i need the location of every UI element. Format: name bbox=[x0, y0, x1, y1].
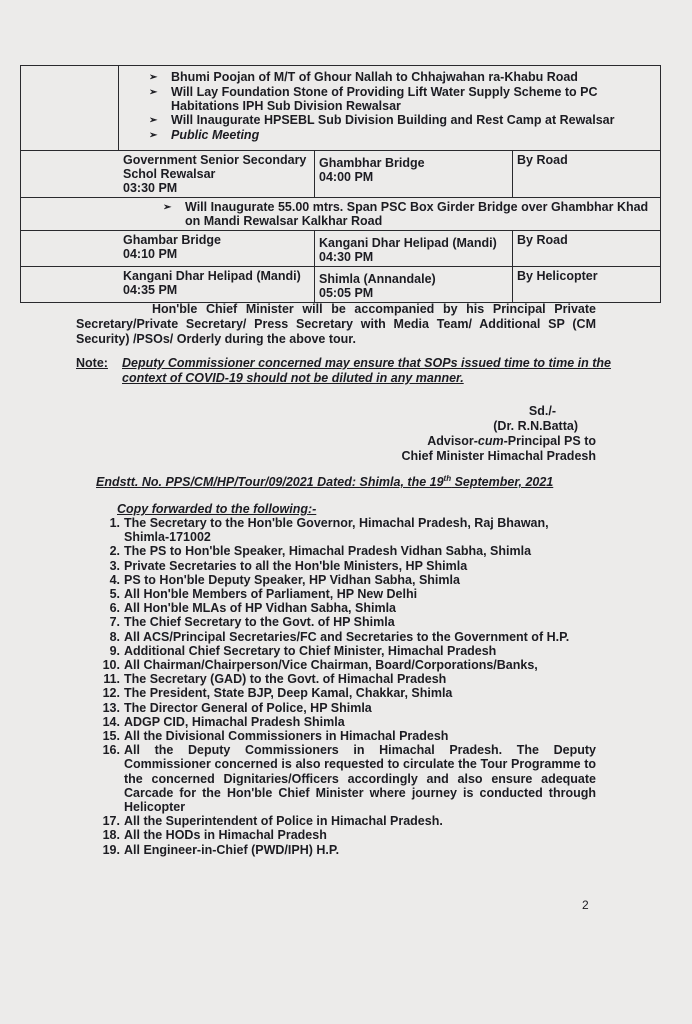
list-item: 18. All the HODs in Himachal Pradesh bbox=[102, 828, 327, 843]
bullet-arrow-icon: ➢ bbox=[149, 87, 158, 98]
list-item: 2. The PS to Hon'ble Speaker, Himachal Pradesh Vidhan Sabha, Shimla bbox=[109, 544, 532, 559]
row2-from: Ghambar Bridge 04:10 PM bbox=[21, 231, 315, 267]
signatory-name: (Dr. R.N.Batta) bbox=[493, 419, 578, 433]
row1-mode: By Road bbox=[513, 151, 661, 198]
tour-programme-table bbox=[20, 65, 661, 303]
list-item: 10. All Chairman/Chairperson/Vice Chairman, Board/Corporations/Banks, bbox=[102, 658, 538, 673]
copy-heading: Copy forwarded to the following:- bbox=[117, 502, 317, 516]
signature-block bbox=[401, 404, 596, 464]
copy-forward-list bbox=[96, 516, 596, 857]
accompany-paragraph: Hon'ble Chief Minister will be accompanied by his Principal Private Secretary/Private Secretary/ Press Secretary with Media Team/ Additional SP (CM Security) /PSOs/ Orderly during the above tour. bbox=[76, 302, 596, 346]
row2-mode: By Road bbox=[513, 231, 661, 267]
list-item: 17. All the Superintendent of Police in Himachal Pradesh. bbox=[102, 814, 443, 829]
signatory-designation: Advisor-cum-Principal PS to bbox=[427, 434, 596, 448]
row3-mode: By Helicopter bbox=[513, 267, 661, 303]
list-item: 13. The Director General of Police, HP Shimla bbox=[102, 700, 372, 715]
table-row bbox=[21, 151, 661, 198]
row3-to: Shimla (Annandale) 05:05 PM bbox=[315, 267, 513, 303]
table-cell-events bbox=[119, 66, 661, 151]
note-block bbox=[76, 356, 616, 386]
list-item: 11. The Secretary (GAD) to the Govt. of Himachal Pradesh bbox=[103, 672, 447, 687]
bullet-arrow-icon: ➢ bbox=[149, 115, 158, 126]
row2-to: Kangani Dhar Helipad (Mandi) 04:30 PM bbox=[315, 231, 513, 267]
list-item: 12. The President, State BJP, Deep Kamal, Chakkar, Shimla bbox=[102, 686, 453, 701]
row1-to: Ghambhar Bridge 04:00 PM bbox=[315, 151, 513, 198]
bullet-arrow-icon: ➢ bbox=[149, 130, 158, 141]
list-item: 6. All Hon'ble MLAs of HP Vidhan Sabha, Shimla bbox=[109, 601, 396, 616]
note-text: Deputy Commissioner concerned may ensure that SOPs issued time to time in the context of COVID-19 should not be diluted in any manner. bbox=[122, 356, 612, 385]
table-cell-blank bbox=[21, 66, 119, 151]
row1-from: Government Senior Secondary Schol Rewalsar 03:30 PM bbox=[21, 151, 315, 198]
list-item: 3. Private Secretaries to all the Hon'ble Ministers, HP Shimla bbox=[109, 558, 468, 573]
page-number: 2 bbox=[582, 898, 589, 912]
row3-from: Kangani Dhar Helipad (Mandi) 04:35 PM bbox=[21, 267, 315, 303]
bullet-arrow-icon: ➢ bbox=[149, 72, 158, 83]
signatory-designation-2: Chief Minister Himachal Pradesh bbox=[401, 449, 596, 463]
list-item: 8. All ACS/Principal Secretaries/FC and Secretaries to the Government of H.P. bbox=[109, 629, 570, 644]
table-row bbox=[21, 267, 661, 303]
table-row bbox=[21, 231, 661, 267]
table-row bbox=[21, 66, 661, 151]
list-item: ➢ Will Inaugurate HPSEBL Sub Division Building and Rest Camp at Rewalsar bbox=[149, 113, 615, 127]
list-item: 16. All the Deputy Commissioners in Himachal Pradesh. The Deputy Commissioner concerned is also requested to circulate the Tour Programme to the concerned Dignitaries/Officers accordingly and also ensure adequate Carcade for the Hon'ble Chief Minister where journey is conducted through Helicopter bbox=[102, 743, 596, 815]
list-item: 7. The Chief Secretary to the Govt. of HP Shimla bbox=[109, 615, 395, 630]
list-item: 1. The Secretary to the Hon'ble Governor, Himachal Pradesh, Raj Bhawan, Shimla-171002 bbox=[109, 516, 549, 545]
list-item: 9. Additional Chief Secretary to Chief Minister, Himachal Pradesh bbox=[109, 643, 497, 658]
sd-mark: Sd./- bbox=[528, 404, 556, 418]
list-item: 15. All the Divisional Commissioners in Himachal Pradesh bbox=[102, 729, 449, 744]
table-row bbox=[21, 198, 661, 231]
list-item: 5. All Hon'ble Members of Parliament, HP New Delhi bbox=[109, 587, 418, 602]
list-item: 4. PS to Hon'ble Deputy Speaker, HP Vidhan Sabha, Shimla bbox=[109, 572, 460, 587]
list-item: ➢ Will Inaugurate 55.00 mtrs. Span PSC Box Girder Bridge over Ghambhar Khad on Mandi Rewalsar Kalkhar Road bbox=[163, 200, 649, 228]
list-item: 14. ADGP CID, Himachal Pradesh Shimla bbox=[102, 714, 345, 729]
list-item bbox=[123, 128, 656, 143]
list-item: 19. All Engineer-in-Chief (PWD/IPH) H.P. bbox=[102, 842, 340, 857]
endorsement-line: Endstt. No. PPS/CM/HP/Tour/09/2021 Dated: Shimla, the 19th September, 2021 bbox=[96, 474, 554, 490]
list-item: ➢ Will Lay Foundation Stone of Providing Lift Water Supply Scheme to PC Habitations IPH Sub Division Rewalsar bbox=[149, 85, 598, 113]
table-cell-inauguration bbox=[21, 198, 661, 231]
public-meeting: Public Meeting bbox=[171, 128, 260, 142]
note-label: Note: bbox=[76, 356, 108, 370]
bullet-arrow-icon: ➢ bbox=[163, 202, 172, 213]
list-item: ➢ Bhumi Poojan of M/T of Ghour Nallah to Chhajwahan ra-Khabu Road bbox=[149, 70, 578, 84]
